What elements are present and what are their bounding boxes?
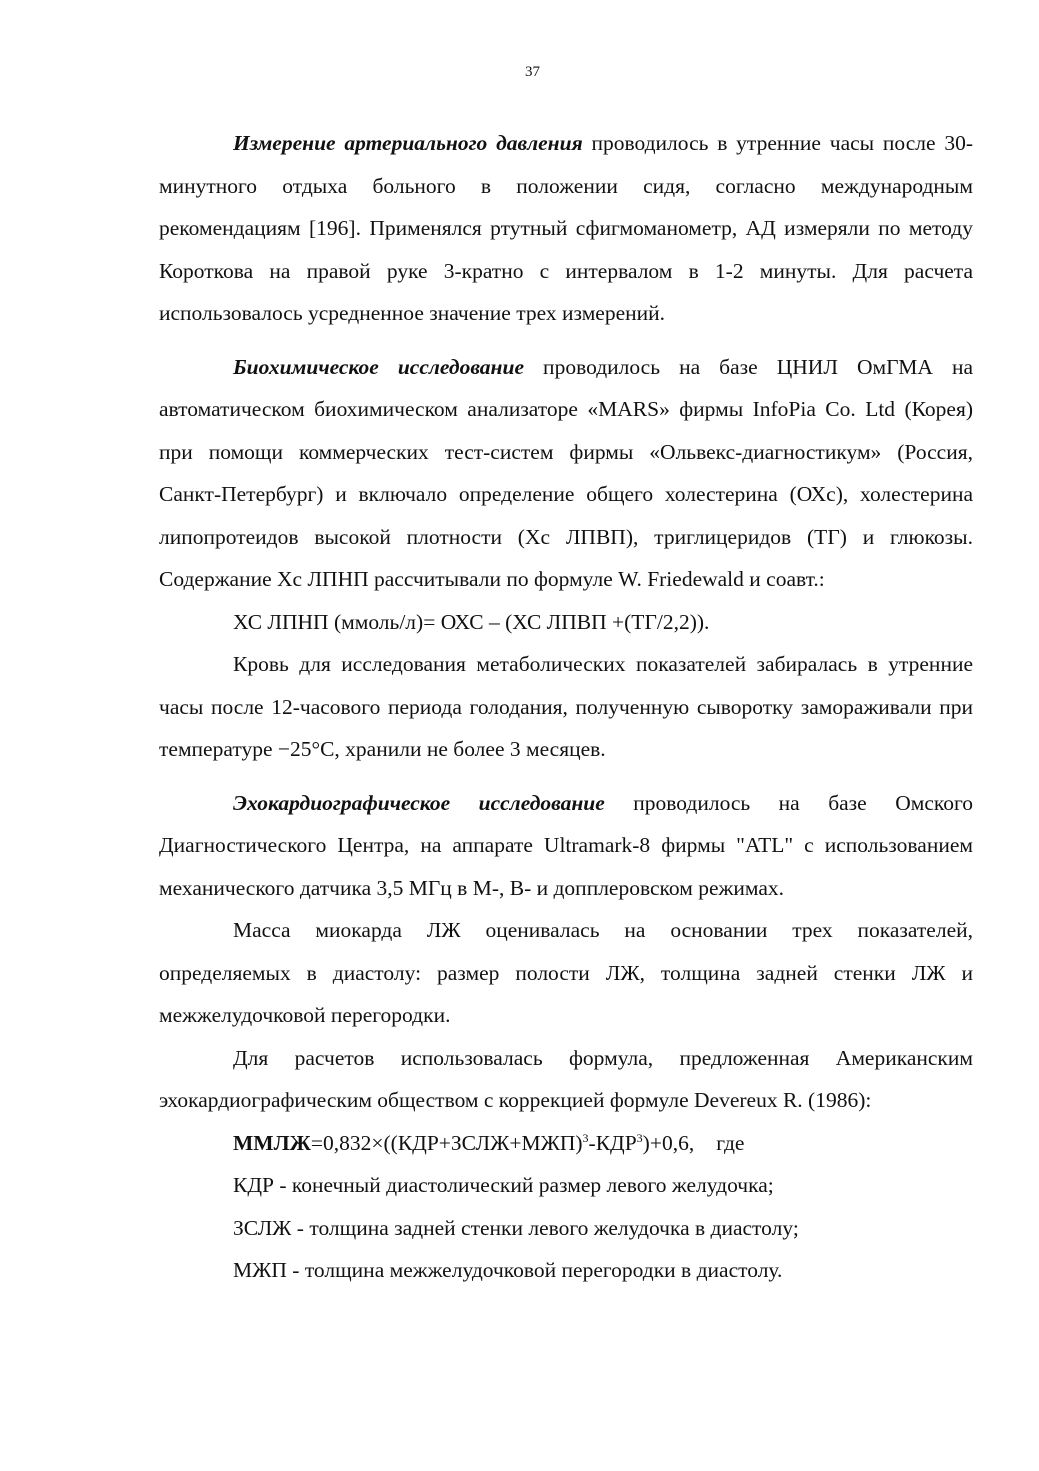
paragraph-biochemical bbox=[159, 346, 973, 601]
paragraph-lv-mass: Масса миокарда ЛЖ оценивалась на основании трех показателей, определяемых в диастолу: размер полости ЛЖ, толщина задней стенки ЛЖ и межжелудочковой перегородки. bbox=[159, 918, 973, 1027]
formula-name: ММЛЖ bbox=[233, 1130, 311, 1155]
definition-mzhp: МЖП - толщина межжелудочковой перегородки в диастолу. bbox=[233, 1258, 783, 1282]
formula-part: -КДР bbox=[588, 1130, 637, 1155]
paragraph-formula-intro: Для расчетов использовалась формула, предложенная Американским эхокардиографическим обществом с коррекцией формуле Devereux R. (1986): bbox=[159, 1045, 973, 1112]
definition-kdr: КДР - конечный диастолический размер левого желудочка; bbox=[233, 1173, 774, 1197]
definition-zslzh: ЗСЛЖ - толщина задней стенки левого желудочка в диастолу; bbox=[233, 1215, 799, 1240]
term-blood-pressure: Измерение артериального давления bbox=[233, 131, 583, 155]
paragraph-blood-pressure bbox=[159, 122, 973, 335]
document-body bbox=[159, 122, 973, 1292]
term-biochemical: Биохимическое исследование bbox=[233, 354, 524, 379]
term-echocardiography: Эхокардиографическое исследование bbox=[233, 790, 605, 815]
formula-lvmm bbox=[159, 1122, 973, 1165]
paragraph-text: проводилось на базе Омского Диагностического Центра, на аппарате Ultramark-8 фирмы "ATL" с использованием механического датчика 3,5 МГц в М-, В- и допплеровском режимах. bbox=[159, 790, 974, 900]
formula-exponent: 3 bbox=[636, 1130, 643, 1145]
formula-part: =0,832×((КДР+ЗСЛЖ+МЖП) bbox=[310, 1130, 583, 1155]
formula-part: )+0,6, bbox=[642, 1130, 695, 1155]
formula-ldl: ХС ЛПНП (ммоль/л)= ОХС – (ХС ЛПВП +(ТГ/2,2)). bbox=[233, 609, 710, 634]
paragraph-blood-sampling: Кровь для исследования метаболических показателей забиралась в утренние часы после 12-часового периода голодания, полученную сыворотку замораживали при температуре −25°С, хранили не более 3 месяцев. bbox=[159, 652, 973, 761]
paragraph-echocardiography bbox=[159, 782, 973, 910]
paragraph-text: проводилось на базе ЦНИЛ ОмГМА на автоматическом биохимическом анализаторе «MARS» фирмы InfoPia Co. Ltd (Корея) при помощи коммерческих тест-систем фирмы «Ольвекс-диагностикум» (Россия, Санкт-Петербург) и включало определение общего холестерина (ОХс), холестерина липопротеидов высокой плотности (Хс ЛПВП), триглицеридов (ТГ) и глюкозы. Содержание Хс ЛПНП рассчитывали по формуле W. Friedewald и соавт.: bbox=[159, 354, 973, 591]
formula-where: где bbox=[716, 1130, 745, 1155]
formula-exponent: 3 bbox=[582, 1130, 589, 1145]
page-number: 37 bbox=[525, 64, 540, 80]
paragraph-text: проводилось в утренние часы после 30-минутного отдыха больного в положении сидя, согласно международным рекомендациям [196]. Применялся ртутный сфигмоманометр, АД измеряли по методу Короткова на правой руке 3-кратно с интервалом в 1-2 минуты. Для расчета использовалось усредненное значение трех измерений. bbox=[159, 131, 973, 325]
